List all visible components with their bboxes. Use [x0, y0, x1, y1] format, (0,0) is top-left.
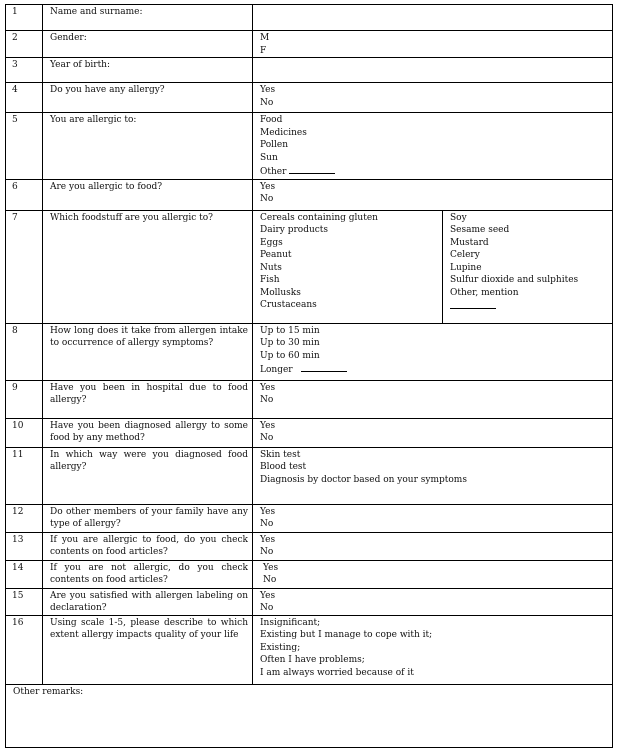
answer-option[interactable]: No — [260, 603, 274, 613]
row-number: 14 — [6, 560, 43, 588]
answer-option[interactable]: Sulfur dioxide and sulphites — [450, 275, 579, 285]
answer-option[interactable]: No — [260, 194, 274, 204]
answer-option[interactable]: No — [263, 575, 277, 585]
remarks-label: Other remarks: — [13, 686, 84, 697]
question-text: If you are not allergic, do you check contents on food articles? — [43, 560, 253, 588]
remarks-cell[interactable] — [6, 684, 613, 748]
table-row — [6, 588, 613, 615]
answer-option[interactable]: Peanut — [260, 250, 292, 260]
answer-option[interactable]: Sesame seed — [450, 225, 510, 235]
table-row — [6, 323, 613, 380]
question-text: Gender: — [43, 31, 253, 58]
fill-in-blank[interactable] — [289, 164, 335, 174]
answer-option[interactable]: Mollusks — [260, 287, 301, 298]
answer-option[interactable]: M — [260, 33, 270, 43]
answer-option[interactable]: Dairy products — [260, 225, 329, 235]
answer-column-left — [253, 211, 443, 323]
answer-cell[interactable] — [253, 5, 613, 31]
answer-cell — [253, 179, 613, 210]
answer-option[interactable]: No — [260, 395, 274, 405]
answer-option[interactable]: Fish — [260, 275, 280, 285]
row-number: 7 — [6, 210, 43, 323]
fill-in-blank[interactable] — [450, 299, 496, 309]
answer-cell — [253, 588, 613, 615]
answer-option[interactable]: Sun — [260, 152, 278, 163]
answer-cell — [253, 210, 613, 323]
row-number: 13 — [6, 532, 43, 560]
row-number: 4 — [6, 83, 43, 113]
table-row — [6, 210, 613, 323]
row-number: 9 — [6, 380, 43, 418]
table-row — [6, 179, 613, 210]
answer-option[interactable]: Celery — [450, 250, 480, 260]
answer-option[interactable]: No — [260, 97, 274, 108]
question-text: Which foodstuff are you allergic to? — [43, 210, 253, 323]
answer-option[interactable]: Up to 60 min — [260, 350, 320, 361]
row-number: 16 — [6, 615, 43, 684]
row-number: 6 — [6, 179, 43, 210]
row-number: 5 — [6, 113, 43, 180]
question-text: Are you allergic to food? — [43, 179, 253, 210]
question-text: Using scale 1-5, please describe to which extent allergy impacts quality of your life — [43, 615, 253, 684]
allergy-questionnaire-table — [5, 4, 613, 748]
table-row — [6, 615, 613, 684]
answer-option[interactable]: Existing; — [260, 642, 301, 653]
row-number: 8 — [6, 323, 43, 380]
remarks-row — [6, 684, 613, 748]
row-number: 2 — [6, 31, 43, 58]
table-row — [6, 504, 613, 532]
table-row — [6, 380, 613, 418]
answer-option[interactable]: Often I have problems; — [260, 655, 365, 665]
answer-option-other[interactable] — [260, 362, 608, 377]
answer-cell — [253, 615, 613, 684]
row-number: 3 — [6, 58, 43, 83]
answer-option[interactable]: Food — [260, 115, 283, 125]
answer-cell — [253, 418, 613, 447]
answer-option[interactable]: No — [260, 519, 274, 529]
answer-cell — [253, 83, 613, 113]
question-text: Year of birth: — [43, 58, 253, 83]
fill-in-blank[interactable] — [301, 362, 347, 372]
question-text: Have you been diagnosed allergy to some food by any method? — [43, 418, 253, 447]
question-text: Are you satisfied with allergen labeling on declaration? — [43, 588, 253, 615]
table-row — [6, 447, 613, 504]
row-number: 10 — [6, 418, 43, 447]
answer-cell — [253, 323, 613, 380]
answer-option[interactable]: Lupine — [450, 262, 482, 273]
answer-option-label: Other — [260, 167, 287, 177]
answer-option[interactable]: Yes — [260, 181, 276, 192]
answer-cell — [253, 560, 613, 588]
answer-option[interactable]: Yes — [260, 590, 276, 601]
answer-cell — [253, 380, 613, 418]
table-row — [6, 58, 613, 83]
answer-option[interactable]: Insignificant; — [260, 617, 321, 628]
question-text: In which way were you diagnosed food allergy? — [43, 447, 253, 504]
question-text: Have you been in hospital due to food allergy? — [43, 380, 253, 418]
answer-cell — [253, 532, 613, 560]
answer-option[interactable]: Up to 15 min — [260, 325, 320, 336]
answer-option[interactable]: Soy — [450, 212, 467, 223]
answer-option[interactable]: Cereals containing gluten — [260, 212, 378, 223]
answer-option[interactable]: Eggs — [260, 237, 283, 248]
answer-option[interactable]: Existing but I manage to cope with it; — [260, 630, 433, 640]
row-number: 15 — [6, 588, 43, 615]
answer-option[interactable]: Yes — [260, 382, 276, 393]
table-row — [6, 560, 613, 588]
table-row — [6, 5, 613, 31]
answer-option[interactable]: Up to 30 min — [260, 338, 320, 348]
answer-option-label: Longer — [260, 365, 293, 375]
table-row — [6, 31, 613, 58]
answer-option[interactable]: Crustaceans — [260, 300, 317, 310]
answer-option[interactable]: Other, mention — [450, 287, 519, 298]
answer-cell[interactable] — [253, 58, 613, 83]
answer-column-right — [443, 211, 612, 323]
blank-line — [450, 299, 608, 311]
answer-option[interactable]: Mustard — [450, 237, 489, 248]
question-text: You are allergic to: — [43, 113, 253, 180]
answer-option[interactable]: F — [260, 45, 267, 56]
row-number: 1 — [6, 5, 43, 31]
answer-cell — [253, 113, 613, 180]
answer-cell — [253, 31, 613, 58]
table-row — [6, 83, 613, 113]
row-number: 11 — [6, 447, 43, 504]
question-text: Do other members of your family have any type of allergy? — [43, 504, 253, 532]
table-row — [6, 532, 613, 560]
question-text: Do you have any allergy? — [43, 83, 253, 113]
answer-option[interactable]: Skin test — [260, 449, 301, 460]
answer-option[interactable]: I am always worried because of it — [260, 667, 414, 678]
answer-option[interactable]: No — [260, 547, 274, 557]
answer-option[interactable]: Yes — [260, 85, 276, 95]
row-number: 12 — [6, 504, 43, 532]
answer-option-other[interactable] — [260, 164, 608, 179]
answer-option[interactable]: Nuts — [260, 262, 282, 273]
answer-option[interactable]: Yes — [260, 506, 276, 517]
question-text: Name and surname: — [43, 5, 253, 31]
answer-option[interactable]: Yes — [260, 420, 276, 431]
table-row — [6, 113, 613, 180]
answer-option[interactable]: Medicines — [260, 127, 307, 138]
answer-cell — [253, 447, 613, 504]
question-text: How long does it take from allergen intake to occurrence of allergy symptoms? — [43, 323, 253, 380]
answer-option[interactable]: No — [260, 433, 274, 443]
answer-option[interactable]: Yes — [263, 562, 279, 573]
answer-cell — [253, 504, 613, 532]
answer-option[interactable]: Pollen — [260, 140, 288, 150]
answer-option[interactable]: Blood test — [260, 462, 307, 472]
question-text: If you are allergic to food, do you check contents on food articles? — [43, 532, 253, 560]
answer-option[interactable]: Diagnosis by doctor based on your symptoms — [260, 474, 467, 485]
table-row — [6, 418, 613, 447]
answer-option[interactable]: Yes — [260, 534, 276, 545]
